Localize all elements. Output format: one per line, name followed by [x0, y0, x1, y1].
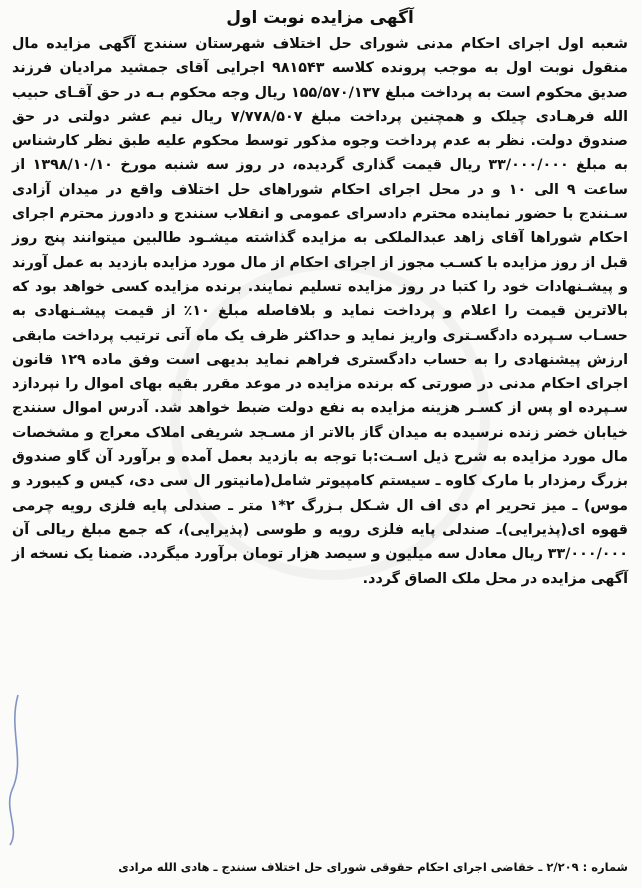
notice-body: شعبه اول اجرای احکام مدنی شورای حل اختلاف شهرستان سنندج آگهی مزایده مال منقول نوبت اول به موجب پرونده کلاسه ۹۸۱۵۴۳ اجرایی آقای جمشید مرادیان فرزند صدیق محکوم است به پرداخت مبلغ ۱۵۵/۵۷۰/۱۳۷ ریال وجه محکوم بـه در حق آقـای حبیب الله فرهـادی چیلک و همچنین پرداخت مبلغ ۷/۷۷۸/۵۰۷ ریال نیم عشر دولتی در حق صندوق دولت. نظر به عدم پرداخت وجوه مذکور توسط محکوم علیه طبق نظر کارشناس به مبلغ ۳۳/۰۰۰/۰۰۰ ریال قیمت گذاری گردیده، در روز سه شنبه مورخ ۱۳۹۸/۱۰/۱۰ از ساعت ۹ الی ۱۰ و در محل اجرای احکام شوراهای حل اختلاف واقع در میدان آزادی سـنندج با حضور نماینده محترم دادسرای عمومی و انقلاب سنندج و دادورز محترم اجرای احکام شوراها آقای زاهد عبدالملکی به مزایده گذاشته میشـود طالبین میتوانند پنج روز قبل از روز مزایده با کسـب مجوز از اجرای احکام از مال مورد مزایده بازدید به عمل آورند و پیشـنهادات خود را کتبا در روز مزایده تسلیم نمایند. برنده مزایده کسی خواهد بود که بالاترین قیمت را اعلام و پرداخت نماید و بلافاصله مبلغ ۱۰٪ از قیمت پیشـنهادی به حسـاب سـپرده دادگسـتری واریز نماید و حداکثر ظرف یک ماه آتی ترتیب پرداخت مابقی ارزش پیشنهادی را به حساب دادگستری فراهم نماید بدیهی است وفق ماده ۱۲۹ قانون اجرای احکام مدنی در صورتی که برنده مزایده در موعد مقرر بقیه بهای اموال را نپردازد سـپرده او پس از کسـر هزینه مزایده به نفع دولت ضبط خواهد شد. آدرس اموال سنندج خیابان خضر زنده نرسیده به میدان گاز بالاتر از مسـجد شریفی املاک معراج و مشخصات مال مورد مزایده به شرح ذیل اسـت:با توجه به بازدید بعمل آمده و برآورد آن گاو صندوق بزرگ رمزدار با مارک کاوه ـ سیستم کامپیوتر شامل(مانیتور ال سی دی، کیس و کیبورد و موس) ـ میز تحریر ام دی اف ال شـکل بـزرگ ۲*۱ متر ـ صندلی پایه فلزی رویه چرمی قهوه ای(پذیرایی)ـ صندلی پایه فلزی رویه و طوسی (پذیرایی)، که جمع مبلغ ریالی آن ۳۳/۰۰۰/۰۰۰ ریال معادل سه میلیون و سیصد هزار تومان برآورد میگردد. ضمنا یک نسخه از آگهی مزایده در محل ملک الصاق گردد.	[12, 36, 629, 587]
auction-notice	[12, 6, 628, 880]
notice-footer: شماره : ۲/۲۰۹ ـ خقاضی اجرای احکام حقوقی شورای حل اختلاف سنندج ـ هادی الله مرادی	[118, 860, 628, 874]
notice-title: آگهی مزایده نوبت اول	[226, 8, 414, 28]
